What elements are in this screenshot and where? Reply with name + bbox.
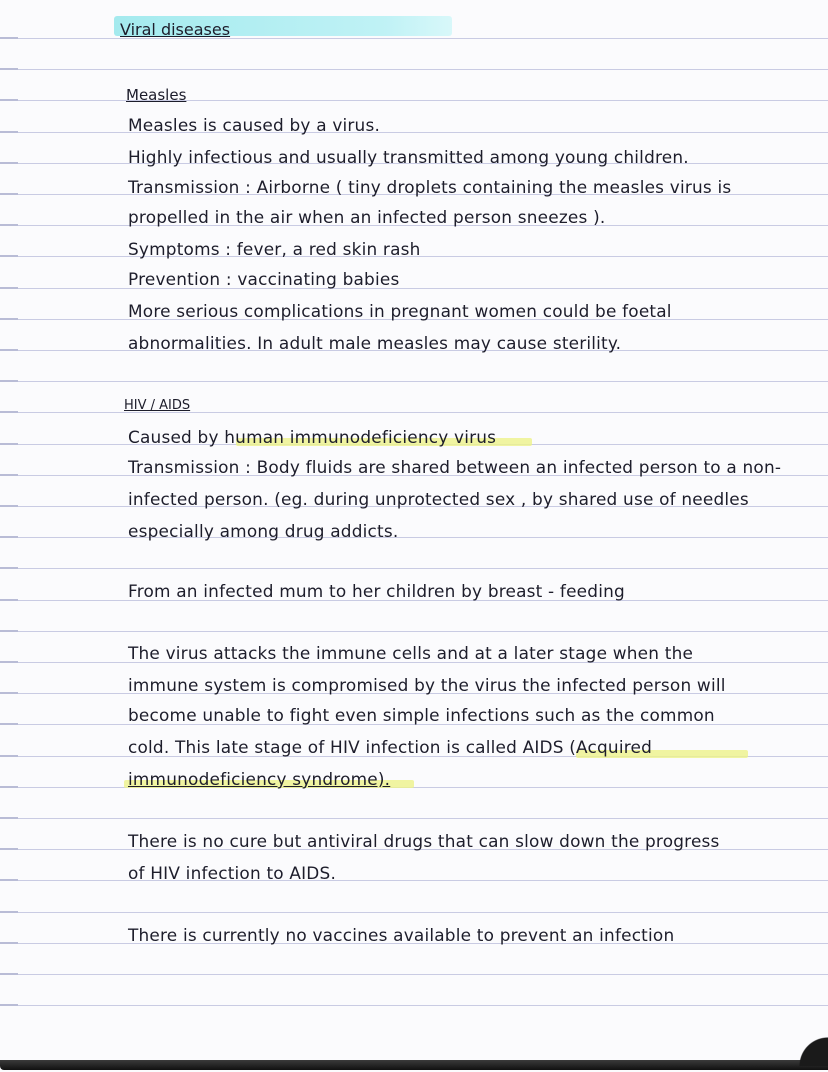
measles-line: Highly infectious and usually transmitted among young children. xyxy=(128,148,689,168)
margin-tick xyxy=(0,411,18,413)
ruled-line xyxy=(0,818,828,819)
hiv-cure-line: of HIV infection to AIDS. xyxy=(128,864,337,884)
margin-tick xyxy=(0,255,18,257)
margin-tick xyxy=(0,879,18,881)
measles-line: abnormalities. In adult male measles may cause sterility. xyxy=(128,334,622,354)
hiv-heading: HIV / AIDS xyxy=(124,398,191,413)
margin-tick xyxy=(0,661,18,663)
margin-tick xyxy=(0,131,18,133)
margin-tick xyxy=(0,911,18,913)
margin-tick xyxy=(0,755,18,757)
caused-by-prefix: Caused by xyxy=(128,428,225,448)
margin-tick xyxy=(0,224,18,226)
margin-tick xyxy=(0,318,18,320)
margin-tick xyxy=(0,68,18,70)
hiv-attack-line: immunodeficiency syndrome). xyxy=(128,770,391,790)
margin-tick xyxy=(0,443,18,445)
margin-tick xyxy=(0,37,18,39)
margin-tick xyxy=(0,723,18,725)
hiv-attack-line: cold. This late stage of HIV infection is called AIDS (Acquired xyxy=(128,738,653,758)
margin-tick xyxy=(0,349,18,351)
margin-tick xyxy=(0,817,18,819)
margin-tick xyxy=(0,193,18,195)
margin-tick xyxy=(0,599,18,601)
margin-tick xyxy=(0,630,18,632)
measles-line: More serious complications in pregnant women could be foetal xyxy=(128,302,672,322)
hiv-attack-line: become unable to fight even simple infections such as the common xyxy=(128,706,715,726)
margin-tick xyxy=(0,692,18,694)
measles-line: Measles is caused by a virus. xyxy=(128,116,381,136)
margin-tick xyxy=(0,942,18,944)
margin-tick xyxy=(0,505,18,507)
margin-tick xyxy=(0,99,18,101)
ruled-line xyxy=(0,69,828,70)
margin-tick xyxy=(0,1004,18,1006)
measles-line: Transmission : Airborne ( tiny droplets containing the measles virus is xyxy=(128,178,732,198)
measles-heading: Measles xyxy=(126,86,187,104)
hiv-vaccine-line: There is currently no vaccines available to prevent an infection xyxy=(128,926,675,946)
margin-tick xyxy=(0,786,18,788)
page-bottom-edge xyxy=(0,1036,828,1072)
ruled-line xyxy=(0,381,828,382)
ruled-line xyxy=(0,568,828,569)
ruled-line xyxy=(0,974,828,975)
margin-tick xyxy=(0,474,18,476)
ruled-line xyxy=(0,1005,828,1006)
margin-tick xyxy=(0,536,18,538)
ruled-line xyxy=(0,631,828,632)
hiv-attack-line: The virus attacks the immune cells and at a later stage when the xyxy=(128,644,694,664)
hiv-caused-by xyxy=(128,428,804,448)
hiv-mother-line: From an infected mum to her children by breast - feeding xyxy=(128,582,625,602)
hiv-cure-line: There is no cure but antiviral drugs that can slow down the progress xyxy=(128,832,720,852)
hiv-transmission-line: especially among drug addicts. xyxy=(128,522,399,542)
margin-tick xyxy=(0,848,18,850)
margin-tick xyxy=(0,380,18,382)
measles-symptoms: Symptoms : fever, a red skin rash xyxy=(128,240,421,260)
measles-line: propelled in the air when an infected person sneezes ). xyxy=(128,208,606,228)
margin-tick xyxy=(0,567,18,569)
ruled-line xyxy=(0,100,828,101)
caused-by-highlight: human immunodeficiency virus xyxy=(224,428,497,448)
measles-prevention: Prevention : vaccinating babies xyxy=(128,270,400,290)
margin-tick xyxy=(0,162,18,164)
margin-tick xyxy=(0,973,18,975)
page-title: Viral diseases xyxy=(120,20,231,39)
hiv-attack-line: immune system is compromised by the virus the infected person will xyxy=(128,676,726,696)
margin-tick xyxy=(0,287,18,289)
ruled-line xyxy=(0,912,828,913)
hiv-transmission-line: Transmission : Body fluids are shared between an infected person to a non- xyxy=(128,458,782,478)
hiv-transmission-line: infected person. (eg. during unprotected sex , by shared use of needles xyxy=(128,490,749,510)
